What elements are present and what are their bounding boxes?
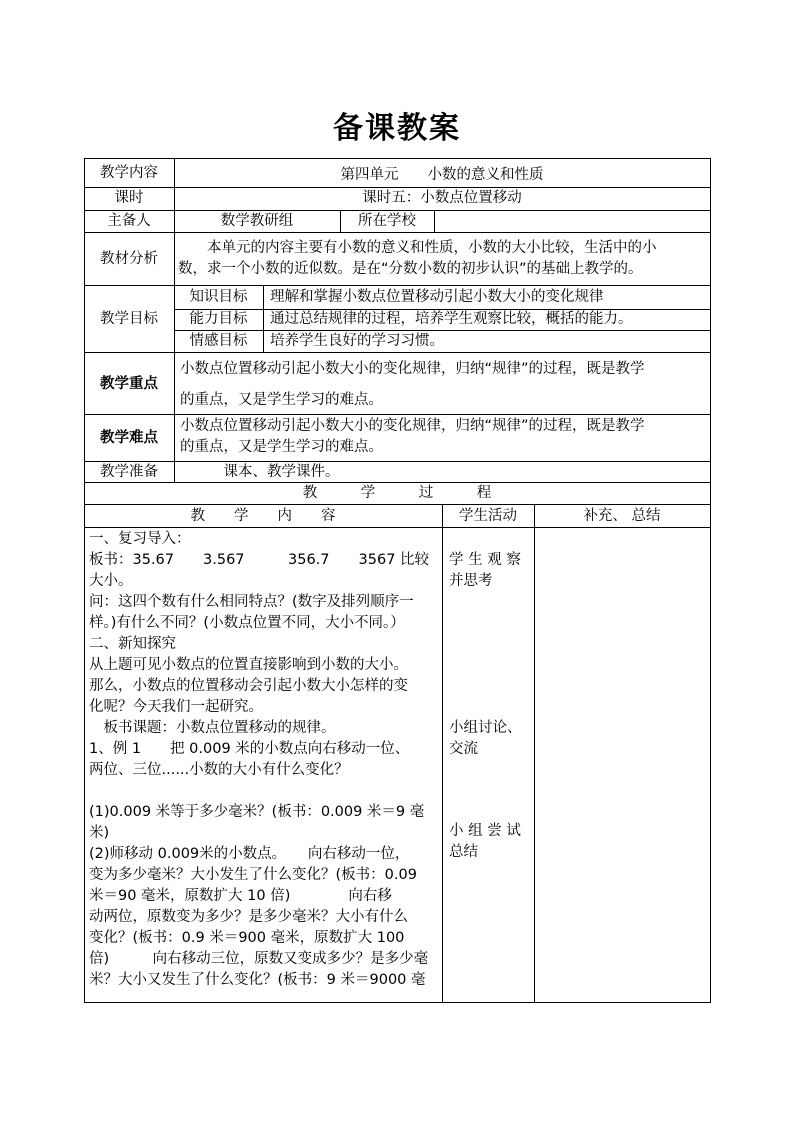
content-line: 米)	[89, 825, 110, 841]
table-top-border	[84, 158, 711, 159]
content-line: 样。)有什么不同？(小数点位置不同，大小不同。）	[89, 615, 405, 631]
preparation-value: 课本、教学课件。	[180, 464, 340, 480]
content-line: 米？大小又发生了什么变化？(板书：9 米＝9000 毫	[89, 972, 426, 988]
row-divider	[84, 285, 711, 286]
activity-line: 交流	[449, 741, 478, 757]
col-divider	[263, 285, 264, 353]
row-divider	[84, 352, 711, 353]
goal-type: 情感目标	[189, 333, 248, 349]
content-line: 板书课题：小数点位置移动的规律。	[89, 720, 336, 736]
goal-text: 通过总结规律的过程，培养学生观察比较，概括的能力。	[270, 311, 633, 327]
goal-type: 能力目标	[189, 311, 248, 327]
lesson-value: 课时五：小数点位置移动	[362, 190, 522, 206]
content-line: 从上题可见小数点的位置直接影响到小数的大小。	[89, 657, 408, 673]
preparation-label: 教学准备	[100, 464, 158, 480]
content-line: 大小。	[89, 573, 133, 589]
content-line: 那么，小数点的位置移动会引起小数大小怎样的变	[89, 678, 408, 694]
goals-label: 教学目标	[100, 311, 158, 327]
activity-line: 学 生 观 察	[449, 552, 521, 568]
school-label: 所在学校	[358, 213, 416, 229]
lesson-label: 课时	[114, 190, 144, 206]
preparer-label: 主备人	[107, 213, 151, 229]
key-point-label: 教学重点	[100, 376, 158, 392]
analysis-line-1: 本单元的内容主要有小数的意义和性质，小数的大小比较，生活中的小	[178, 240, 657, 256]
content-label: 教学内容	[100, 165, 158, 181]
difficulty-line-2: 的重点，又是学生学习的难点。	[180, 439, 383, 455]
activity-line: 小 组 尝 试	[449, 823, 521, 839]
table-right-border	[710, 158, 711, 1003]
content-line: 问：这四个数有什么相同特点？(数字及排列顺序一	[89, 594, 414, 610]
content-line: 变为多少毫米？大小发生了什么变化？(板书：0.09	[89, 867, 417, 883]
preparer-value: 数学教研组	[220, 213, 294, 229]
process-heading: 教 学 过 程	[302, 485, 492, 501]
row-divider	[84, 527, 711, 528]
activity-line: 小组讨论、	[449, 720, 522, 736]
col-divider	[534, 504, 535, 1003]
goal-type: 知识目标	[189, 289, 248, 305]
difficulty-line-1: 小数点位置移动引起小数大小的变化规律，归纳“规律”的过程，既是教学	[180, 418, 645, 434]
table-bottom-border	[84, 1002, 711, 1003]
col-header-activity: 学生活动	[459, 508, 517, 524]
row-divider	[84, 504, 711, 505]
document-title: 备课教案	[333, 111, 461, 146]
key-point-line-2: 的重点，又是学生学习的难点。	[180, 392, 383, 408]
activity-line: 总结	[449, 844, 478, 860]
col-header-content: 教 学 内 容	[190, 508, 336, 524]
content-line: 动两位，原数变为多少？是多少毫米？大小有什么	[89, 909, 408, 925]
goal-text: 理解和掌握小数点位置移动引起小数大小的变化规律	[270, 289, 604, 305]
key-point-line-1: 小数点位置移动引起小数大小的变化规律，归纳“规律”的过程，既是教学	[180, 361, 645, 377]
analysis-line-2: 数，求一个小数的近似数。是在“分数小数的初步认识”的基础上教学的。	[178, 261, 643, 277]
row-divider	[84, 461, 711, 462]
content-line: 一、复习导入：	[89, 531, 191, 547]
content-line: (2)师移动 0.009米的小数点。 向右移动一位，	[89, 846, 410, 862]
content-line: 化呢？今天我们一起研究。	[89, 699, 263, 715]
content-line: (1)0.009 米等于多少毫米？(板书：0.009 米＝9 毫	[89, 804, 425, 820]
content-line: 1、例 1 把 0.009 米的小数点向右移动一位、	[89, 741, 410, 757]
table-left-border	[84, 158, 85, 1003]
goal-text: 培养学生良好的学习习惯。	[270, 333, 444, 349]
col-divider	[442, 504, 443, 1003]
content-value: 第四单元 小数的意义和性质	[340, 167, 544, 183]
content-line: 米＝90 毫米，原数扩大 10 倍) 向右移	[89, 888, 392, 904]
content-line: 倍) 向右移动三位，原数又变成多少？是多少毫	[89, 951, 429, 967]
row-divider	[84, 232, 711, 233]
content-line: 板书：35.67 3.567 356.7 3567 比较	[89, 552, 430, 568]
content-line: 变化？(板书：0.9 米＝900 毫米，原数扩大 100	[89, 930, 405, 946]
content-line: 二、新知探究	[89, 636, 176, 652]
difficulty-label: 教学难点	[100, 430, 158, 446]
col-header-notes: 补充、 总结	[583, 508, 661, 524]
col-divider	[434, 210, 435, 233]
row-divider	[84, 414, 711, 415]
analysis-label: 教材分析	[100, 251, 158, 267]
content-line: 两位、三位......小数的大小有什么变化？	[89, 762, 349, 778]
activity-line: 并思考	[449, 573, 493, 589]
